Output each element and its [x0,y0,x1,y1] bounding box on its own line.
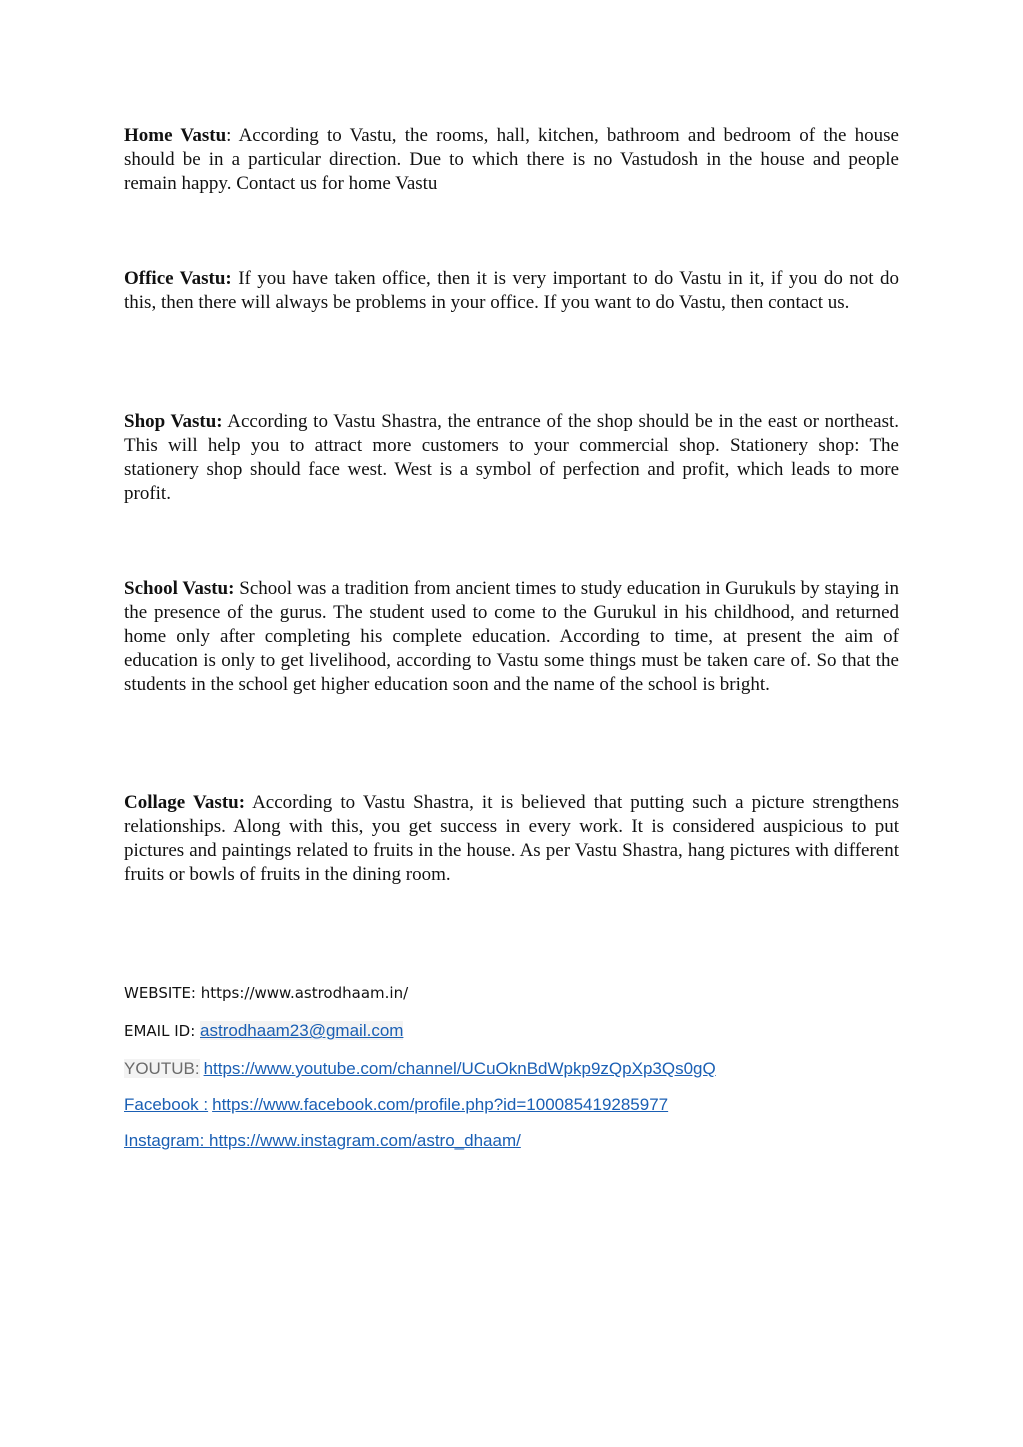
email-link[interactable]: astrodhaam23@gmail.com [200,1021,404,1040]
youtube-label: YOUTUB: [124,1059,200,1078]
youtube-link[interactable]: https://www.youtube.com/channel/UCuOknBdWpkp9zQpXp3Qs0gQ [203,1059,716,1078]
office-vastu-paragraph [124,267,899,315]
school-vastu-body: School was a tradition from ancient times to study education in Gurukuls by staying in the presence of the gurus. The student used to come to the Gurukul in his childhood, and returned home only after completing his complete education. According to time, at present the aim of education is only to get livelihood, according to Vastu some things must be taken care of. So that the students in the school get higher education soon and the name of the school is bright. [124,578,899,695]
website-line [124,982,408,1005]
instagram-line [124,1130,521,1153]
email-label: EMAIL ID: [124,1022,201,1040]
shop-vastu-paragraph [124,410,899,506]
home-vastu-separator: : [226,125,232,146]
website-label: WEBSITE: https://www.astrodhaam.in/ [124,984,409,1002]
facebook-label[interactable]: Facebook : [124,1095,209,1114]
office-vastu-body: If you have taken office, then it is very important to do Vastu in it, if you do not do this, then there will always be problems in your office. If you want to do Vastu, then contact us. [124,268,900,313]
facebook-line [124,1094,668,1117]
home-vastu-body: According to Vastu, the rooms, hall, kitchen, bathroom and bedroom of the house should be in a particular direction. Due to which there is no Vastudosh in the house and people remain happy. Contact us for home Vastu [124,125,899,194]
shop-vastu-body: According to Vastu Shastra, the entrance of the shop should be in the east or northeast. This will help you to attract more customers to your commercial shop. Stationery shop: The stationery shop should face west. West is a symbol of perfection and profit, which leads to more profit. [124,411,899,504]
home-vastu-paragraph [124,124,899,196]
youtube-line [124,1058,716,1081]
collage-vastu-body: According to Vastu Shastra, it is believed that putting such a picture strengthens relationships. Along with this, you get success in every work. It is considered auspicious to put pictures and paintings related to fruits in the house. As per Vastu Shastra, hang pictures with different fruits or bowls of fruits in the dining room. [124,792,899,885]
school-vastu-term: School Vastu: [124,578,235,599]
school-vastu-paragraph [124,577,899,697]
instagram-link[interactable]: Instagram: https://www.instagram.com/astro_dhaam/ [124,1131,521,1150]
collage-vastu-term: Collage Vastu: [124,792,246,813]
collage-vastu-paragraph [124,791,899,887]
email-line [124,1020,403,1043]
facebook-link[interactable]: https://www.facebook.com/profile.php?id=100085419285977 [212,1095,669,1114]
office-vastu-term: Office Vastu: [124,268,232,289]
home-vastu-term: Home Vastu [124,125,227,146]
shop-vastu-term: Shop Vastu: [124,411,223,432]
